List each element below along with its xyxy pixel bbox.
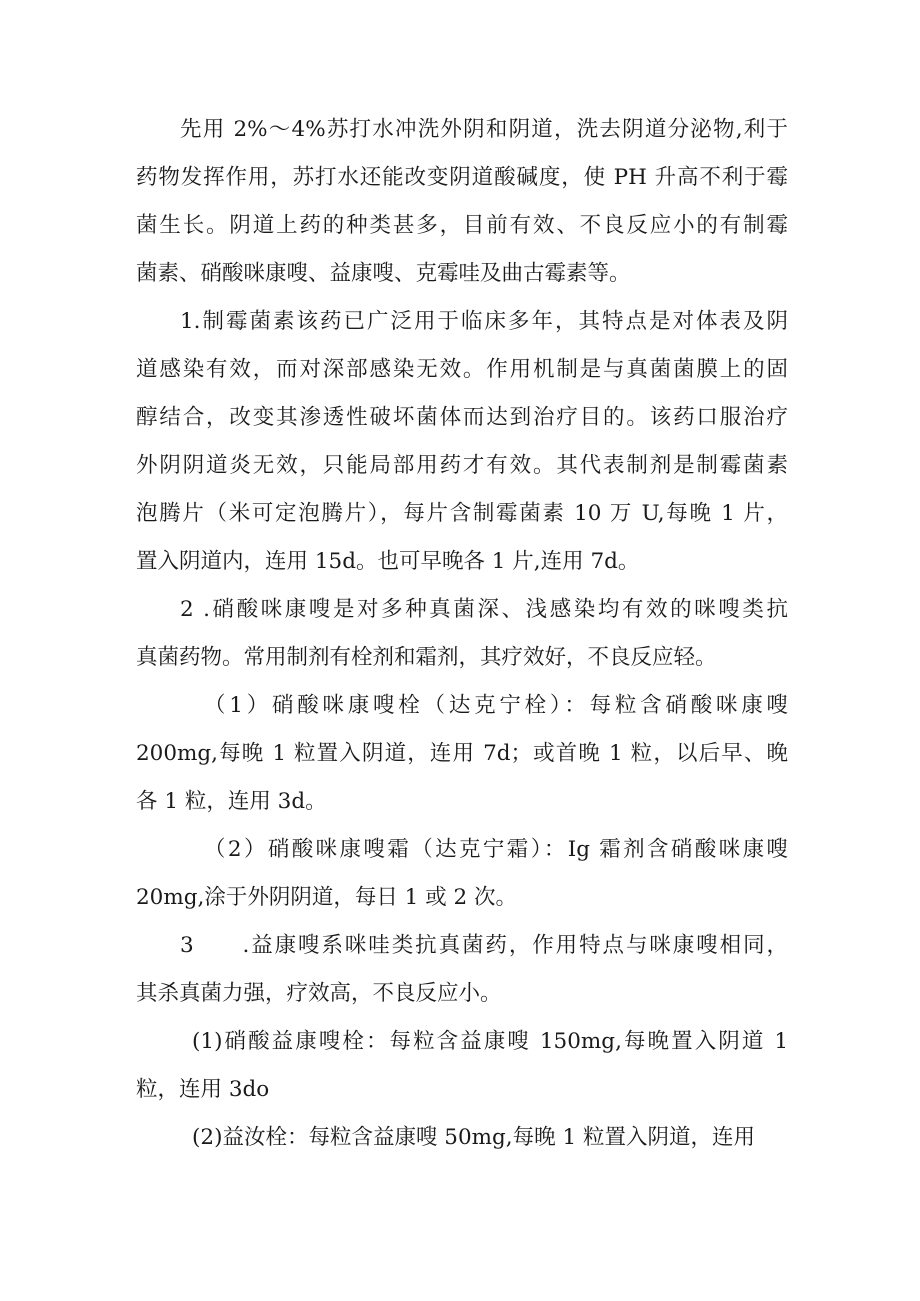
paragraph xyxy=(136,586,788,682)
text-line: 药物发挥作用，苏打水还能改变阴道酸碱度，使 PH 升高不利于霉 xyxy=(136,165,788,190)
text-line: 1.制霉菌素该药已广泛用于临床多年，其特点是对体表及阴 xyxy=(180,309,788,334)
text-line: 外阴阴道炎无效，只能局部用药才有效。其代表制剂是制霉菌素 xyxy=(136,453,788,478)
text-line: 3 .益康嗖系咪哇类抗真菌药，作用特点与咪康嗖相同， xyxy=(180,933,788,958)
paragraph xyxy=(136,826,788,922)
text-line: 20mg,涂于外阴阴道，每日 1 或 2 次。 xyxy=(136,885,518,910)
text-line: 2 .硝酸咪康嗖是对多种真菌深、浅感染均有效的咪嗖类抗 xyxy=(180,597,788,622)
paragraph xyxy=(136,922,788,1018)
text-line: 200mg,每晚 1 粒置入阴道，连用 7d；或首晚 1 粒，以后早、晚 xyxy=(136,741,788,766)
paragraph xyxy=(136,1018,788,1114)
text-line: 其杀真菌力强，疗效高，不良反应小。 xyxy=(136,981,502,1006)
text-line: 置入阴道内，连用 15d。也可早晚各 1 片,连用 7d。 xyxy=(136,549,640,574)
text-line: 泡腾片（米可定泡腾片），每片含制霉菌素 10 万 U,每晚 1 片， xyxy=(136,501,788,526)
text-line: 粒，连用 3do xyxy=(136,1077,270,1102)
text-line: 菌生长。阴道上药的种类甚多，目前有效、不良反应小的有制霉 xyxy=(136,213,788,238)
text-line: 菌素、硝酸咪康嗖、益康嗖、克霉哇及曲古霉素等。 xyxy=(136,261,631,286)
paragraph xyxy=(136,1114,788,1162)
paragraph xyxy=(136,298,788,586)
paragraph xyxy=(136,106,788,298)
paragraph xyxy=(136,682,788,826)
text-line: (2)益汝栓：每粒含益康嗖 50mg,每晚 1 粒置入阴道，连用 xyxy=(192,1125,755,1150)
text-line: 先用 2%～4%苏打水冲洗外阴和阴道，洗去阴道分泌物,利于 xyxy=(180,117,788,142)
document-body xyxy=(136,106,788,1162)
text-line: (1)硝酸益康嗖栓：每粒含益康嗖 150mg,每晚置入阴道 1 xyxy=(192,1029,788,1054)
text-line: 各 1 粒，连用 3d。 xyxy=(136,789,327,814)
text-line: （2）硝酸咪康嗖霜（达克宁霜）：Ig 霜剂含硝酸咪康嗖 xyxy=(204,837,788,862)
text-line: 真菌药物。常用制剂有栓剂和霜剂，其疗效好，不良反应轻。 xyxy=(136,645,717,670)
text-line: 醇结合，改变其渗透性破坏菌体而达到治疗目的。该药口服治疗 xyxy=(136,405,788,430)
text-line: （1）硝酸咪康嗖栓（达克宁栓）：每粒含硝酸咪康嗖 xyxy=(204,693,788,718)
text-line: 道感染有效，而对深部感染无效。作用机制是与真菌菌膜上的固 xyxy=(136,357,788,382)
